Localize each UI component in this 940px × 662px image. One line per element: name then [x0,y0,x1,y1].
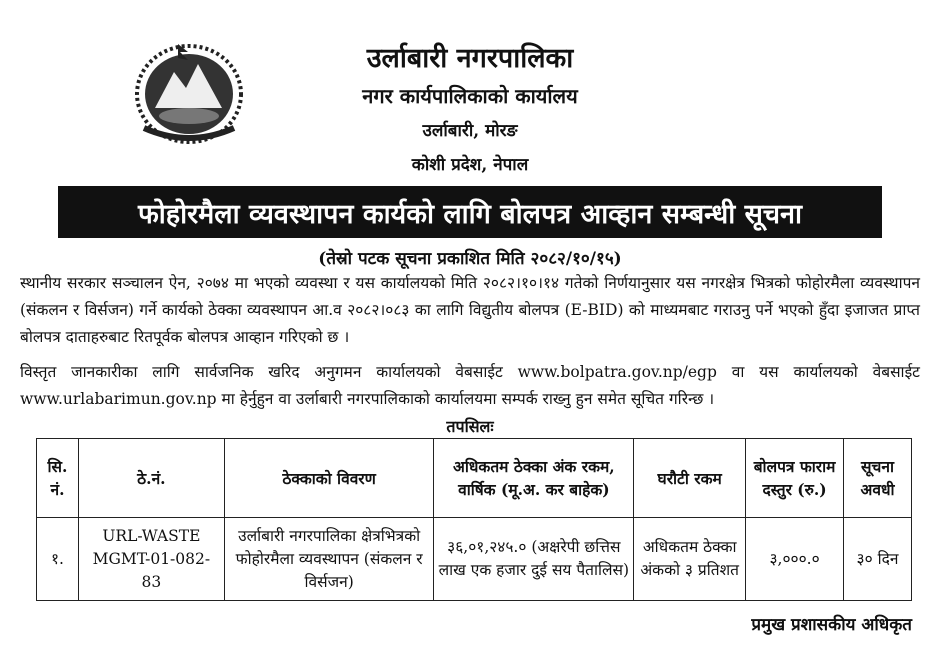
header-contract-description: ठेक्काको विवरण [224,439,434,518]
cell-serial-number: १. [37,518,79,601]
table-caption: तपसिलः [446,417,494,436]
signatory-title: प्रमुख प्रशासकीय अधिकृत [751,615,912,635]
notice-paragraph-2: विस्तृत जानकारीका लागि सार्वजनिक खरिद अनुगमन कार्यालयको वेबसाईट www.bolpatra.gov.np/egp वा यस कार्यालयको वेबसाईट www.urlabarimun.gov.np मा हेर्नुहुन वा उर्लाबारी नगरपालिकाको कार्यालयमा सम्पर्क राख्नु हुन समेत सूचित गरिन्छ । [20,363,920,408]
cell-deposit-amount: अधिकतम ठेक्का अंकको ३ प्रतिशत [634,518,746,601]
notice-title: फोहोरमैला व्यवस्थापन कार्यको लागि बोलपत्र आव्हान सम्बन्धी सूचना [137,198,803,230]
table-row [37,518,912,601]
tender-details-table [36,438,912,601]
header-max-contract-amount: अधिकतम ठेक्का अंक रकम, वार्षिक (मू.अ. कर बाहेक) [434,439,634,518]
office-location: उर्लाबारी, मोरङ [422,121,518,141]
cell-notice-period: ३० दिन [844,518,912,601]
header-deposit-amount: घरौटी रकम [634,439,746,518]
cell-max-contract-amount: ३६,०१,२४५.० (अक्षरेपी छत्तिस लाख एक हजार दुई सय पैतालिस) [434,518,634,601]
notice-paragraph-1: स्थानीय सरकार सञ्चालन ऐन, २०७४ मा भएको व्यवस्था र यस कार्यालयको मिति २०८२।१०।१४ गतेको निर्णयानुसार यस नगरक्षेत्र भित्रको फोहोरमैला व्यवस्थापन (संकलन र विर्सजन) गर्ने कार्यको ठेक्का व्यवस्थापन आ.व २०८२।०८३ का लागि विद्युतीय बोलपत्र (E-BID) को माध्यमबाट गराउनु पर्ने भएको हुँदा इजाजत प्राप्त बोलपत्र दाताहरुबाट रितपूर्वक बोलपत्र आव्हान गरिएको छ । [20,274,920,346]
nepal-government-emblem-icon [130,36,248,148]
cell-contract-description: उर्लाबारी नगरपालिका क्षेत्रभित्रको फोहोरमैला व्यवस्थापन (संकलन र विर्सजन) [224,518,434,601]
republish-date-note: (तेस्रो पटक सूचना प्रकाशित मिति २०८२/१०/१५) [318,249,622,269]
header-notice-period: सूचना अवधी [844,439,912,518]
province-country: कोशी प्रदेश, नेपाल [411,155,529,175]
notice-title-banner [58,186,882,238]
header-contract-number: ठे.नं. [78,439,224,518]
cell-contract-number: URL-WASTE MGMT-01-082-83 [78,518,224,601]
office-name: नगर कार्यपालिकाको कार्यालय [362,84,578,108]
cell-bid-form-fee: ३,०००.० [746,518,844,601]
header-bid-form-fee: बोलपत्र फाराम दस्तुर (रु.) [746,439,844,518]
header-serial-number: सि. नं. [37,439,79,518]
municipality-name: उर्लाबारी नगरपालिका [366,43,574,74]
table-header-row [37,439,912,518]
